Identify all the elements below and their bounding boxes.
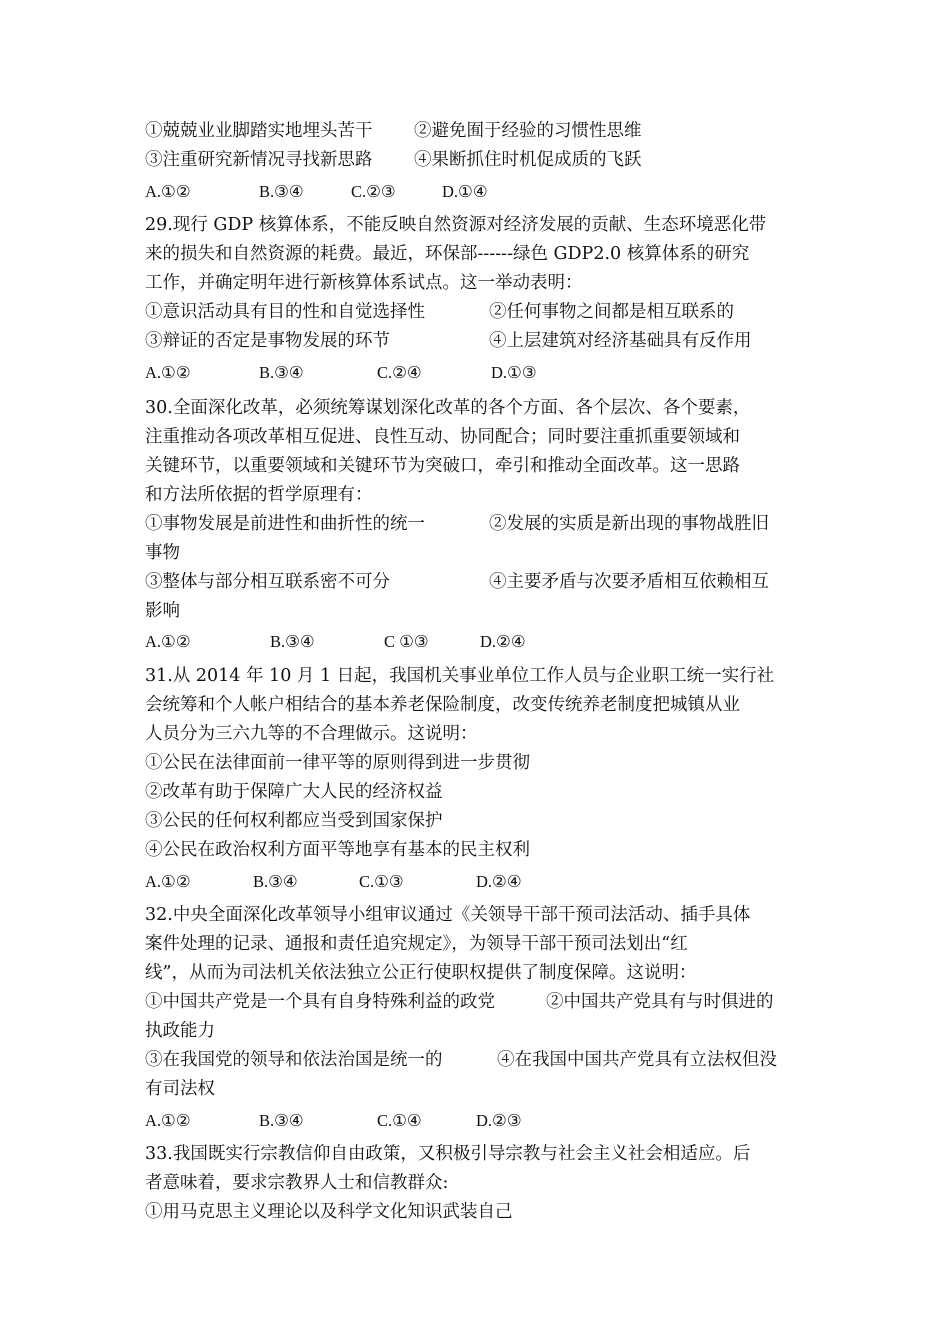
q29-option-4: ④上层建筑对经济基础具有反作用 xyxy=(489,331,752,351)
q33-stem-line: 33.我国既实行宗教信仰自由政策，又积极引导宗教与社会主义社会相适应。后 xyxy=(145,1144,751,1164)
q30-answer-b: B.③④ xyxy=(270,632,315,651)
option-4: ④果断抓住时机促成质的飞跃 xyxy=(414,150,642,170)
q31-option-3: ③公民的任何权利都应当受到国家保护 xyxy=(145,811,443,831)
q32-option-4-continued: 有司法权 xyxy=(145,1079,215,1099)
q29-answer-d: D.①③ xyxy=(491,363,537,382)
q31-answer-b: B.③④ xyxy=(253,872,298,891)
option-2: ②避免囿于经验的习惯性思维 xyxy=(414,121,642,141)
q32-option-3: ③在我国党的领导和依法治国是统一的 xyxy=(145,1050,443,1070)
q30-stem-line: 30.全面深化改革，必须统筹谋划深化改革的各个方面、各个层次、各个要素， xyxy=(145,398,751,418)
q32-answer-d: D.②③ xyxy=(476,1111,522,1130)
q31-option-1: ①公民在法律面前一律平等的原则得到进一步贯彻 xyxy=(145,753,530,773)
q32-answer-b: B.③④ xyxy=(259,1111,304,1130)
answer-b: B.③④ xyxy=(259,182,304,201)
answer-d: D.①④ xyxy=(442,182,488,201)
q29-option-1: ①意识活动具有目的性和自觉选择性 xyxy=(145,302,425,322)
q31-answer-a: A.①② xyxy=(145,872,191,891)
q30-option-4: ④主要矛盾与次要矛盾相互依赖相互 xyxy=(489,572,769,592)
q30-stem-line: 注重推动各项改革相互促进、良性互动、协同配合；同时要注重抓重要领域和 xyxy=(145,427,740,447)
q29-answer-c: C.②④ xyxy=(377,363,422,382)
q31-option-2: ②改革有助于保障广大人民的经济权益 xyxy=(145,782,443,802)
answer-c: C.②③ xyxy=(351,182,396,201)
q33-option-1: ①用马克思主义理论以及科学文化知识武装自己 xyxy=(145,1202,513,1222)
q29-option-2: ②任何事物之间都是相互联系的 xyxy=(489,302,734,322)
q30-option-3: ③整体与部分相互联系密不可分 xyxy=(145,572,390,592)
q33-stem-line: 者意味着，要求宗教界人士和信教群众: xyxy=(145,1173,449,1193)
q31-stem-line: 人员分为三六九等的不合理做示。这说明： xyxy=(145,724,478,744)
q30-answer-d: D.②④ xyxy=(480,632,526,651)
q32-option-2-continued: 执政能力 xyxy=(145,1021,215,1041)
q32-stem-line: 线”，从而为司法机关依法独立公正行使职权提供了制度保障。这说明： xyxy=(145,963,697,983)
q32-stem-line: 案件处理的记录、通报和责任追究规定》，为领导干部干预司法划出“红 xyxy=(145,934,688,954)
q29-answer-a: A.①② xyxy=(145,363,191,382)
q29-stem-line: 29.现行 GDP 核算体系，不能反映自然资源对经济发展的贡献、生态环境恶化带 xyxy=(145,215,767,235)
q29-answer-b: B.③④ xyxy=(259,363,304,382)
q32-answer-a: A.①② xyxy=(145,1111,191,1130)
answer-a: A.①② xyxy=(145,182,191,201)
q31-stem-line: 会统筹和个人帐户相结合的基本养老保险制度，改变传统养老制度把城镇从业 xyxy=(145,695,740,715)
q30-option-2-continued: 事物 xyxy=(145,543,180,563)
q32-option-1: ①中国共产党是一个具有自身特殊利益的政党 xyxy=(145,992,495,1012)
q31-answer-d: D.②④ xyxy=(476,872,522,891)
q31-stem-line: 31.从 2014 年 10 月 1 日起，我国机关事业单位工作人员与企业职工统一实行社 xyxy=(145,666,775,686)
option-1: ①兢兢业业脚踏实地埋头苦干 xyxy=(145,121,373,141)
q30-option-1: ①事物发展是前进性和曲折性的统一 xyxy=(145,514,425,534)
q30-option-4-continued: 影响 xyxy=(145,601,180,621)
q30-stem-line: 和方法所依据的哲学原理有： xyxy=(145,485,373,505)
q32-stem-line: 32.中央全面深化改革领导小组审议通过《关领导干部干预司法活动、插手具体 xyxy=(145,905,751,925)
q32-answer-c: C.①④ xyxy=(377,1111,422,1130)
q29-option-3: ③辩证的否定是事物发展的环节 xyxy=(145,331,390,351)
q32-option-2: ②中国共产党具有与时俱进的 xyxy=(546,992,774,1012)
q30-stem-line: 关键环节，以重要领域和关键环节为突破口，牵引和推动全面改革。这一思路 xyxy=(145,456,740,476)
q30-answer-c: C ①③ xyxy=(384,632,429,651)
q31-answer-c: C.①③ xyxy=(359,872,404,891)
option-3: ③注重研究新情况寻找新思路 xyxy=(145,150,373,170)
q29-stem-line: 工作，并确定明年进行新核算体系试点。这一举动表明： xyxy=(145,273,583,293)
q32-option-4: ④在我国中国共产党具有立法权但没 xyxy=(497,1050,777,1070)
q31-option-4: ④公民在政治权利方面平等地享有基本的民主权利 xyxy=(145,840,530,860)
q29-stem-line: 来的损失和自然资源的耗费。最近，环保部------绿色 GDP2.0 核算体系的研究 xyxy=(145,244,750,264)
q30-option-2: ②发展的实质是新出现的事物战胜旧 xyxy=(489,514,769,534)
q30-answer-a: A.①② xyxy=(145,632,191,651)
